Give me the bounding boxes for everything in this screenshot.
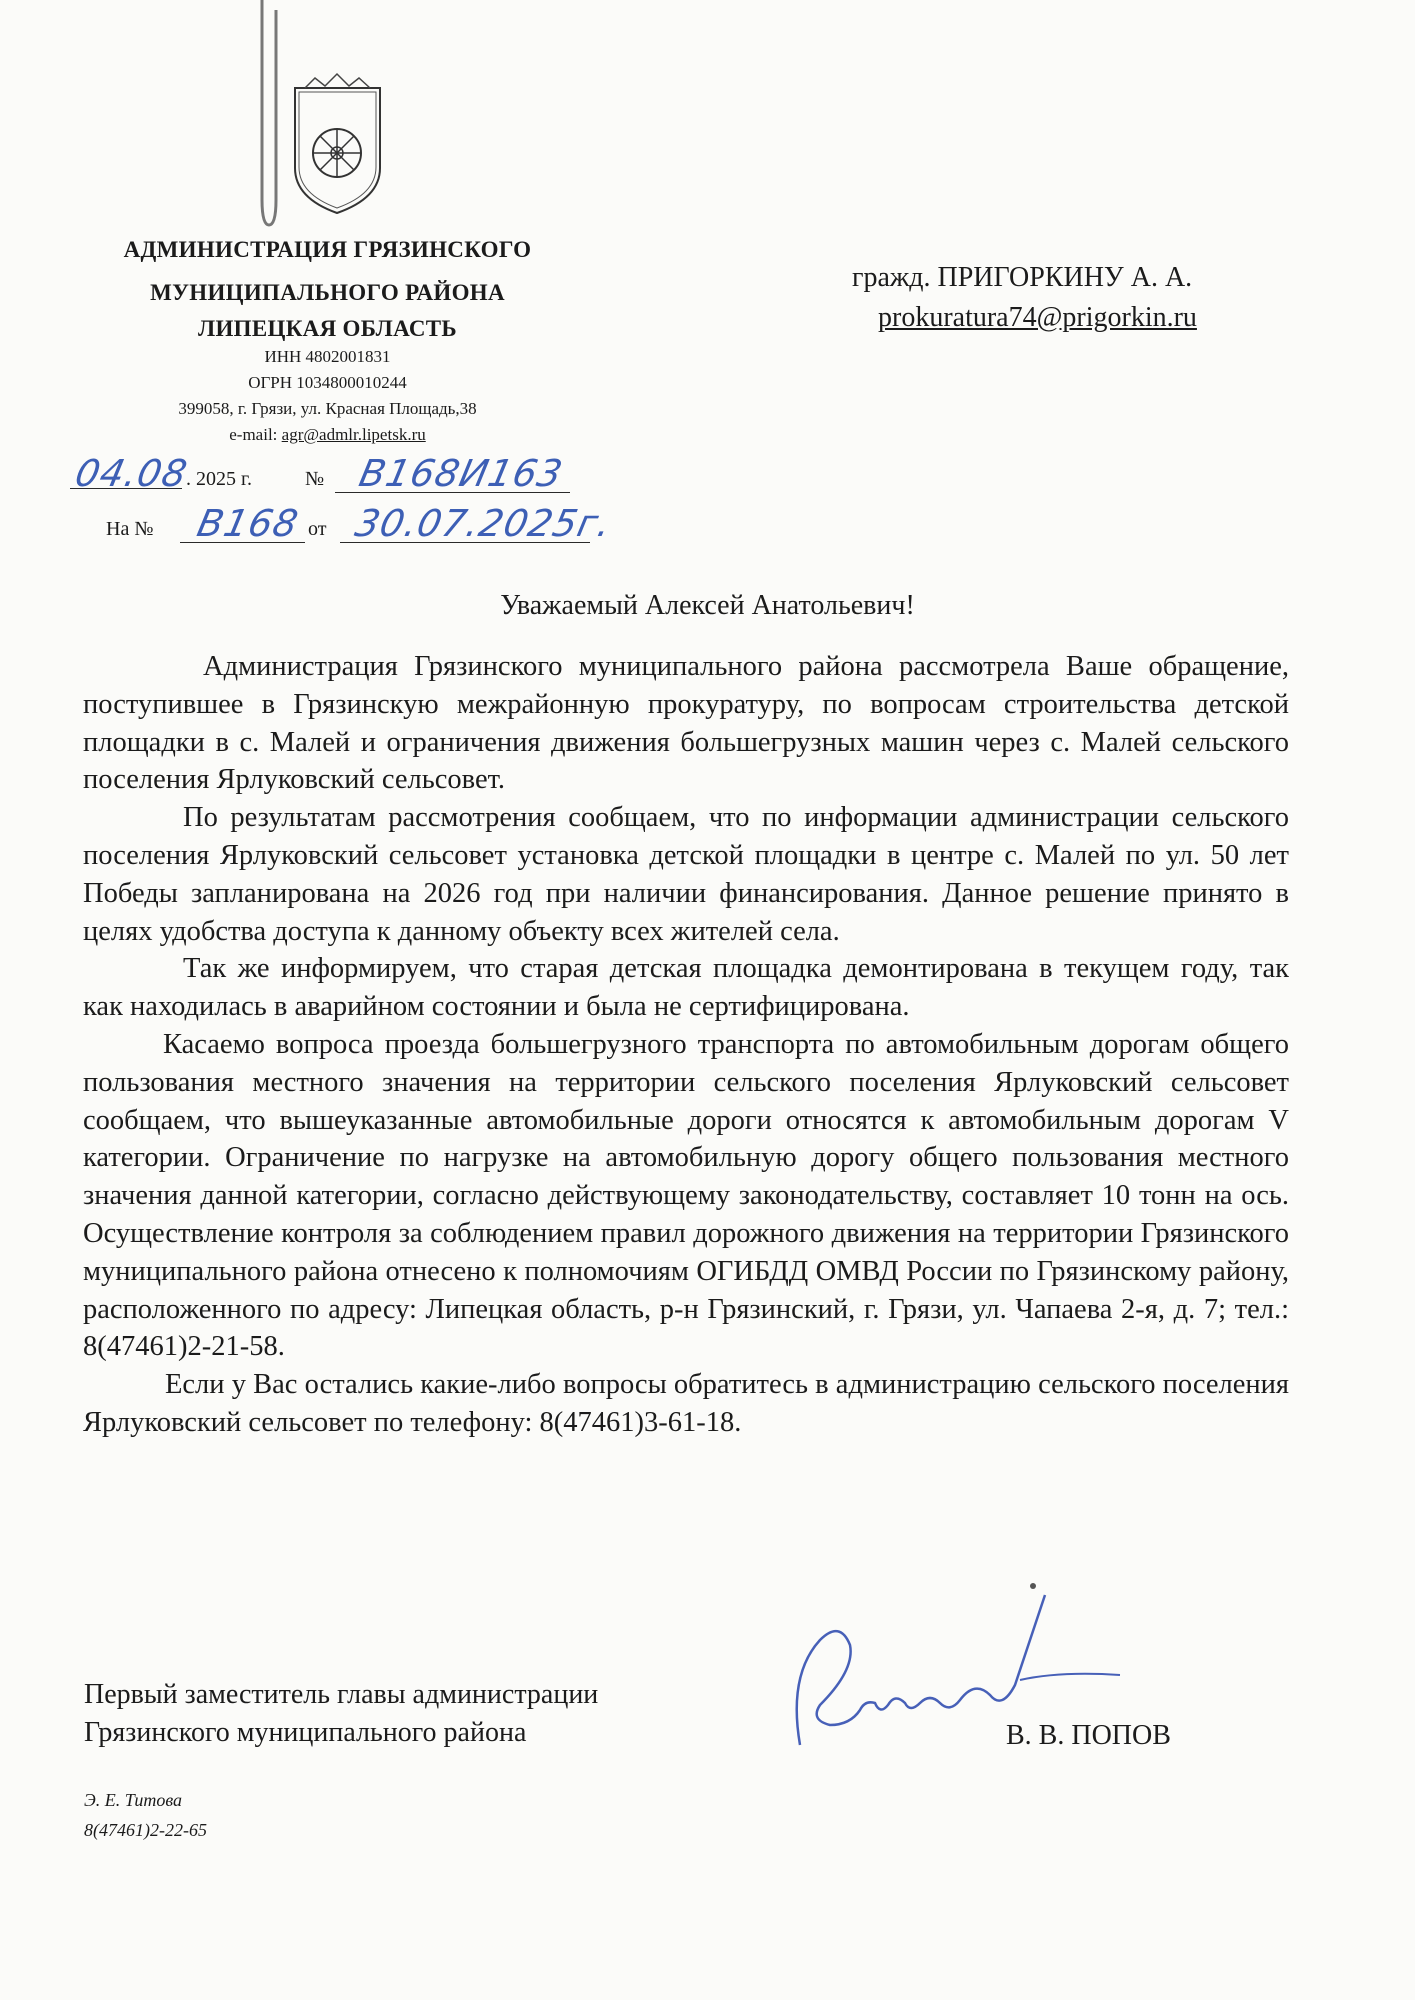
ref-date-underline: [340, 542, 590, 543]
signer-title-line1: Первый заместитель главы администрации: [84, 1679, 599, 1710]
letter-body: [83, 648, 1289, 1442]
sender-block: [75, 228, 580, 448]
reg-number-handwritten: В168И163: [355, 452, 567, 495]
signer-title-line2: Грязинского муниципального района: [84, 1717, 527, 1748]
sender-org-line1: АДМИНИСТРАЦИЯ ГРЯЗИНСКОГО: [123, 237, 532, 262]
reg-year-label: . 2025 г.: [186, 468, 252, 490]
coat-of-arms-icon: [285, 48, 390, 218]
executor-phone: 8(47461)2-22-65: [84, 1820, 207, 1840]
paragraph: Администрация Грязинского муниципального района рассмотрела Ваше обращение, поступившее в Грязинскую межрайонную прокуратуру, по вопросам строительства детской площадки в с. Малей и ограничения движения большегрузных машин через с. Малей сельского поселения Ярлуковский сельсовет.: [83, 651, 1289, 796]
ref-from-label: от: [308, 518, 327, 540]
sender-address: 399058, г. Грязи, ул. Красная Площадь,38: [178, 399, 477, 418]
sender-email[interactable]: agr@admlr.lipetsk.ru: [281, 425, 426, 444]
sender-inn: ИНН 4802001831: [264, 347, 391, 366]
signer-title: [84, 1676, 598, 1752]
executor-block: [84, 1785, 207, 1845]
sender-org-line2: МУНИЦИПАЛЬНОГО РАЙОНА: [150, 280, 505, 305]
reg-number-label: №: [305, 468, 325, 490]
paragraph: Касаемо вопроса проезда большегрузного транспорта по автомобильным дорогам общего пользования местного значения на территории сельского поселения Ярлуковский сельсовет сообщаем, что вышеуказанные автомобильные дороги относятся к автомобильным дорогам V категории. Ограничение по нагрузке на автомобильную дорогу общего пользования местного значения данной категории, согласно действующему законодательству, составляет 10 тонн на ось. Осуществление контроля за соблюдением правил дорожного движения на территории Грязинского муниципального района отнесено к полномочиям ОГИБДД ОМВД России по Грязинскому району, расположенного по адресу: Липецкая область, р-н Грязинский, г. Грязи, ул. Чапаева 2-я, д. 7; тел.: 8(47461)2-21-58.: [83, 1028, 1289, 1363]
reg-date-underline: [70, 488, 182, 489]
ref-number-label: На №: [106, 518, 154, 540]
sender-email-line: [75, 422, 580, 448]
recipient-email[interactable]: prokuratura74@prigorkin.ru: [878, 302, 1197, 333]
reg-number-underline: [335, 492, 570, 493]
sender-email-label: e-mail:: [229, 425, 282, 444]
ref-number-underline: [180, 542, 305, 543]
greeting: Уважаемый Алексей Анатольевич!: [500, 590, 915, 621]
paragraph: Так же информируем, что старая детская площадка демонтирована в текущем году, так как находилась в аварийном состоянии и была не сертифицирована.: [83, 953, 1289, 1023]
executor-name: Э. Е. Титова: [84, 1790, 183, 1810]
paragraph: По результатам рассмотрения сообщаем, что по информации администрации сельского поселения Ярлуковский сельсовет установка детской площадки в центре с. Малей по ул. 50 лет Победы запланирована на 2026 год при наличии финансирования. Данное решение принято в целях удобства доступа к данному объекту всех жителей села.: [83, 802, 1289, 947]
paragraph: Если у Вас остались какие-либо вопросы обратитесь в администрацию сельского поселения Ярлуковский сельсовет по телефону: 8(47461)3-61-18.: [83, 1369, 1289, 1438]
reg-date-handwritten: 04.08: [71, 452, 192, 495]
sender-region: ЛИПЕЦКАЯ ОБЛАСТЬ: [198, 316, 457, 341]
ref-number-handwritten: В168: [193, 502, 303, 545]
recipient-block: [852, 258, 1272, 338]
ref-date-handwritten: 30.07.2025г.: [351, 502, 616, 545]
sender-ogrn: ОГРН 1034800010244: [248, 373, 407, 392]
paper-clip-icon: [256, 0, 280, 240]
signer-name: В. В. ПОПОВ: [1006, 1720, 1171, 1751]
recipient-name: гражд. ПРИГОРКИНУ А. А.: [852, 262, 1193, 293]
